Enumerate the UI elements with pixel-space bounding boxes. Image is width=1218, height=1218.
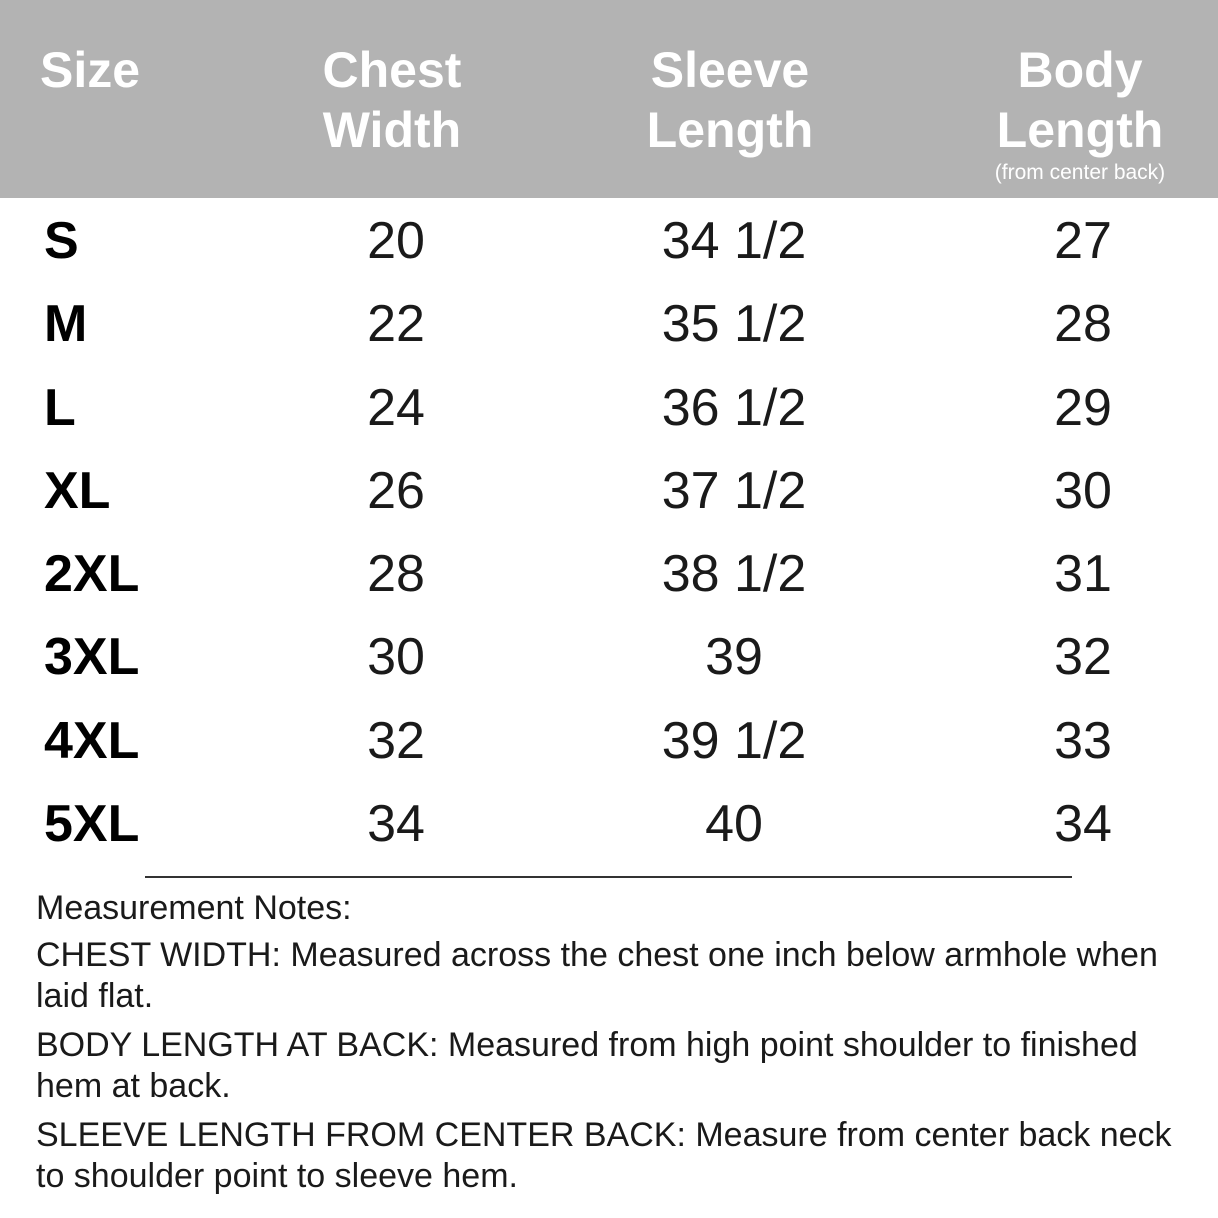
header-chest-line1: Chest — [322, 42, 462, 98]
body-cell: 33 — [1054, 711, 1112, 770]
body-cell: 34 — [1054, 795, 1112, 854]
body-cell: 28 — [1054, 295, 1112, 354]
table-row — [0, 616, 1218, 699]
size-cell: S — [44, 212, 79, 270]
header-chest-width — [292, 40, 492, 160]
sleeve-cell: 39 — [705, 628, 763, 687]
note-body-length — [36, 1025, 1196, 1107]
measurement-notes — [36, 888, 1196, 1205]
sleeve-cell: 34 1/2 — [661, 212, 807, 270]
table-row — [0, 450, 1218, 533]
chest-cell: 20 — [367, 212, 425, 270]
header-sleeve-length — [630, 40, 830, 160]
chest-cell: 26 — [367, 461, 425, 520]
sleeve-cell: 36 1/2 — [661, 378, 807, 437]
sleeve-cell: 38 1/2 — [661, 545, 807, 604]
chest-cell: 24 — [367, 378, 425, 437]
size-cell: 2XL — [44, 545, 140, 604]
size-cell: M — [44, 295, 88, 354]
note-label: SLEEVE LENGTH FROM CENTER BACK: — [36, 1116, 686, 1154]
size-cell: 3XL — [44, 628, 140, 687]
sleeve-cell: 40 — [705, 795, 763, 854]
table-row — [0, 533, 1218, 616]
size-table-body — [0, 200, 1218, 866]
chest-cell: 32 — [367, 711, 425, 770]
note-chest-width — [36, 935, 1196, 1017]
header-body-line2: Length — [996, 102, 1164, 158]
table-row — [0, 367, 1218, 450]
body-cell: 29 — [1054, 378, 1112, 437]
chest-cell: 22 — [367, 295, 425, 354]
sleeve-cell: 37 1/2 — [661, 461, 807, 520]
chest-cell: 34 — [367, 795, 425, 854]
header-chest-line2: Width — [322, 102, 462, 158]
table-row — [0, 783, 1218, 866]
note-text: Measured across the chest one inch below armhole when laid flat. — [36, 936, 1158, 1015]
body-cell: 27 — [1054, 212, 1112, 270]
header-sleeve-line2: Length — [646, 102, 814, 158]
body-cell: 31 — [1054, 545, 1112, 604]
table-row — [0, 200, 1218, 283]
table-row — [0, 283, 1218, 366]
note-text: Measure from center back neck to shoulder point to sleeve hem. — [36, 1116, 1172, 1195]
note-label: CHEST WIDTH: — [36, 936, 281, 974]
header-size — [40, 40, 140, 100]
table-row — [0, 700, 1218, 783]
chest-cell: 28 — [367, 545, 425, 604]
header-size-label: Size — [40, 42, 141, 98]
note-sleeve-length — [36, 1115, 1196, 1197]
size-cell: 4XL — [44, 711, 140, 770]
size-cell: L — [44, 378, 76, 437]
header-body-line1: Body — [1017, 42, 1143, 98]
note-text: Measured from high point shoulder to finished hem at back. — [36, 1026, 1138, 1105]
body-cell: 32 — [1054, 628, 1112, 687]
divider — [145, 876, 1072, 878]
header-sleeve-line1: Sleeve — [650, 42, 810, 98]
size-cell: 5XL — [44, 795, 140, 854]
header-body-subtitle: (from center back) — [994, 161, 1166, 184]
chest-cell: 30 — [367, 628, 425, 687]
sleeve-cell: 35 1/2 — [661, 295, 807, 354]
table-header — [0, 0, 1218, 198]
header-body-length — [970, 40, 1190, 184]
size-cell: XL — [44, 461, 111, 520]
notes-title: Measurement Notes: — [36, 889, 352, 927]
sleeve-cell: 39 1/2 — [661, 711, 807, 770]
body-cell: 30 — [1054, 461, 1112, 520]
note-label: BODY LENGTH AT BACK: — [36, 1026, 439, 1064]
